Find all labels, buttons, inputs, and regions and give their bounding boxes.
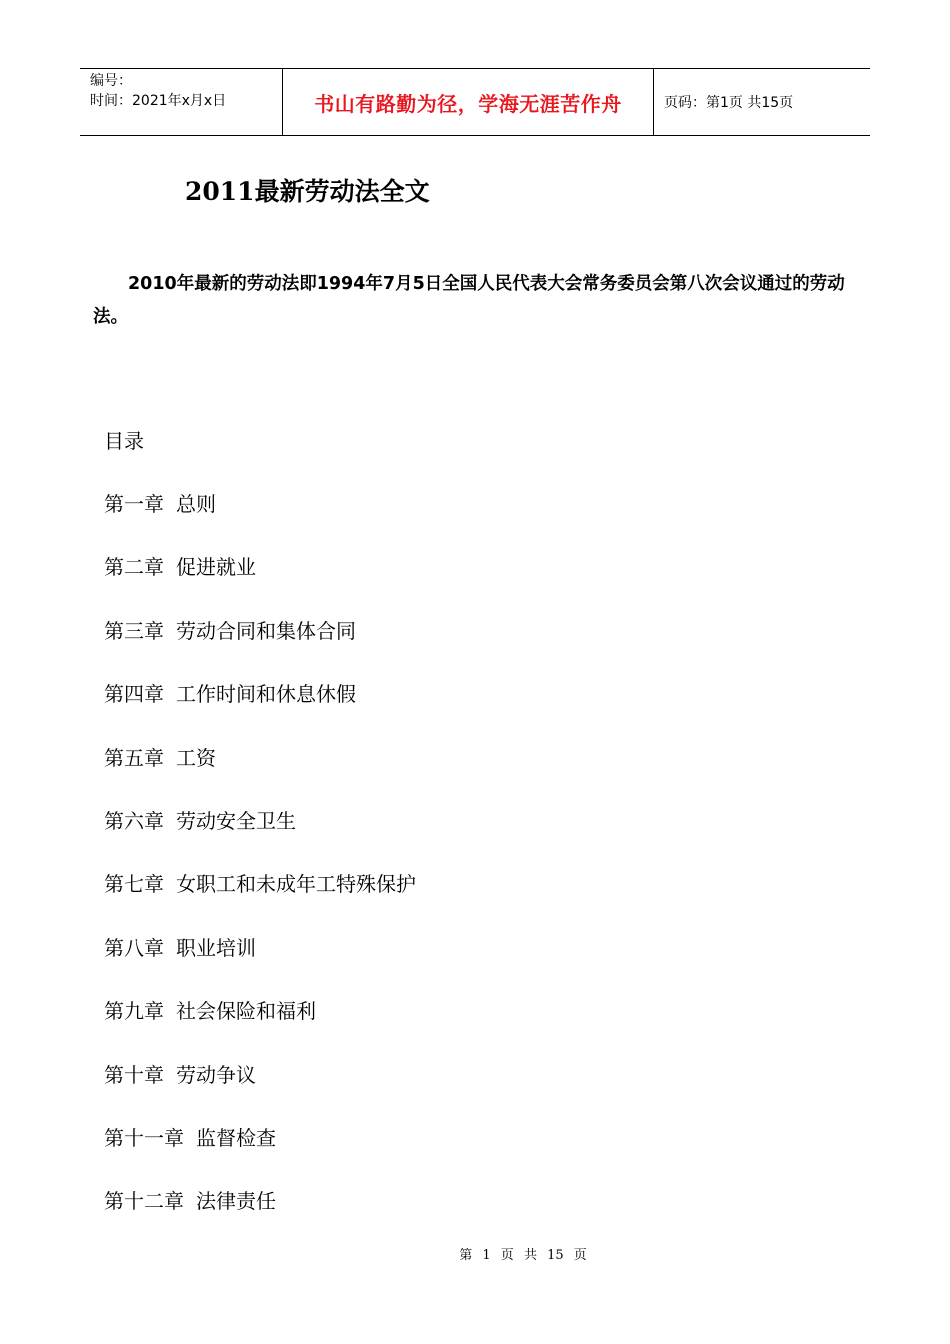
- footer-total-suffix: 页: [573, 1248, 587, 1263]
- toc-item: [104, 679, 416, 742]
- document-title: 2011最新劳动法全文: [185, 177, 430, 206]
- toc-chapter-title: 劳动安全卫生: [176, 808, 296, 833]
- toc-chapter-title: 总则: [176, 492, 216, 516]
- toc-chapter-number: 第一章: [104, 492, 164, 516]
- toc-chapter-number: 第四章: [104, 682, 164, 707]
- toc-chapter-number: 第三章: [104, 618, 164, 643]
- toc-chapter-title: 女职工和未成年工特殊保护: [176, 872, 416, 897]
- toc-item: [104, 1186, 416, 1249]
- footer-page-mid: 页: [500, 1248, 514, 1263]
- toc-chapter-title: 工作时间和休息休假: [176, 682, 356, 707]
- toc-item: [104, 1123, 416, 1186]
- page-footer: [0, 1246, 950, 1266]
- toc-heading: 目录: [104, 429, 144, 453]
- document-header: [80, 68, 870, 136]
- toc-item: [104, 1060, 416, 1123]
- toc-item: [104, 489, 416, 552]
- toc-chapter-number: 第八章: [104, 935, 164, 960]
- header-page-indicator: 页码：第1页 共15页: [664, 95, 794, 111]
- toc-chapter-title: 促进就业: [176, 555, 256, 580]
- toc-chapter-number: 第二章: [104, 555, 164, 580]
- toc-chapter-title: 工资: [176, 745, 216, 770]
- toc-chapter-title: 劳动争议: [176, 1062, 256, 1087]
- toc-item: [104, 743, 416, 806]
- toc-item: [104, 933, 416, 996]
- toc-item: [104, 806, 416, 869]
- toc-item: [104, 869, 416, 932]
- footer-total-prefix: 共: [523, 1248, 537, 1263]
- toc-chapter-number: 第五章: [104, 745, 164, 770]
- toc-chapter-number: 第十一章: [104, 1125, 184, 1150]
- intro-paragraph: 2010年最新的劳动法即1994年7月5日全国人民代表大会常务委员会第八次会议通过的劳动法。: [93, 274, 845, 327]
- table-of-contents: [104, 489, 416, 1250]
- footer-total-pages: 15: [547, 1248, 564, 1263]
- header-meta-cell: [80, 69, 282, 135]
- toc-chapter-number: 第九章: [104, 999, 164, 1024]
- toc-item: [104, 996, 416, 1059]
- date-label: 时间：2021年x月x日: [90, 93, 227, 109]
- toc-chapter-title: 监督检查: [196, 1125, 276, 1150]
- toc-chapter-title: 职业培训: [176, 935, 256, 960]
- toc-chapter-number: 第十章: [104, 1062, 164, 1087]
- motto-text: 书山有路勤为径，学海无涯苦作舟: [314, 91, 622, 116]
- toc-chapter-number: 第六章: [104, 808, 164, 833]
- toc-chapter-number: 第十二章: [104, 1189, 184, 1214]
- footer-page-number: 1: [482, 1248, 491, 1263]
- toc-chapter-title: 社会保险和福利: [176, 999, 316, 1024]
- toc-chapter-title: 劳动合同和集体合同: [176, 618, 356, 643]
- footer-page-prefix: 第: [459, 1248, 473, 1263]
- toc-chapter-number: 第七章: [104, 872, 164, 897]
- toc-item: [104, 552, 416, 615]
- toc-item: [104, 616, 416, 679]
- toc-chapter-title: 法律责任: [196, 1189, 276, 1214]
- serial-number-label: 编号：: [90, 73, 132, 89]
- header-motto-cell: [282, 69, 654, 135]
- header-page-cell: [654, 69, 870, 135]
